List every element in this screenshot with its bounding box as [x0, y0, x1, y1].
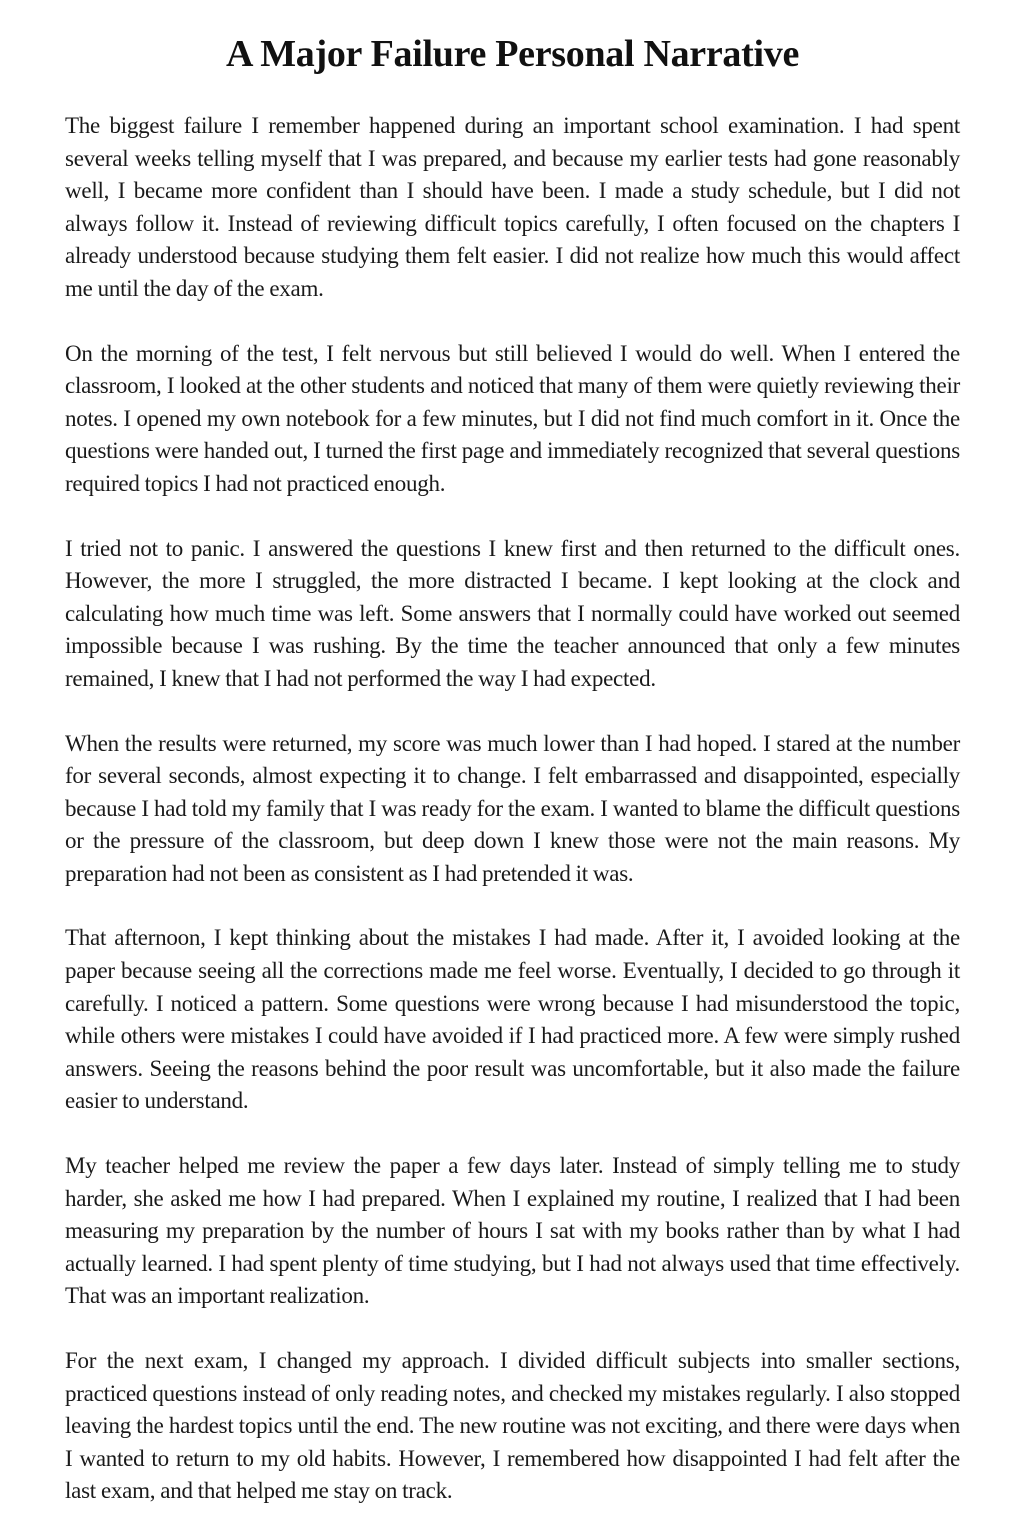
- paragraph-7: For the next exam, I changed my approach. I divided difficult subjects into smaller sections, practiced questions instead of only reading notes, and checked my mistakes regularly. I also stopped leaving the hardest topics until the end. The new routine was not exciting, and there were days when I wanted to return to my old habits. However, I remembered how disappointed I had felt after the last exam, and that helped me stay on track.: [65, 1348, 960, 1504]
- paragraph-5: That afternoon, I kept thinking about the mistakes I had made. After it, I avoided looking at the paper because seeing all the corrections made me feel worse. Eventually, I decided to go through it carefully. I noticed a pattern. Some questions were wrong because I had misunderstood the topic, while others were mistakes I could have avoided if I had practiced more. A few were simply rushed answers. Seeing the reasons behind the poor result was uncomfortable, but it also made the failure easier to understand.: [65, 925, 960, 1114]
- paragraph-2: On the morning of the test, I felt nervous but still believed I would do well. When I entered the classroom, I looked at the other students and noticed that many of them were quietly reviewing their notes. I opened my own notebook for a few minutes, but I did not find much comfort in it. Once the questions were handed out, I turned the first page and immediately recognized that several questions required topics I had not practiced enough.: [65, 340, 960, 496]
- document-title: A Major Failure Personal Narrative: [225, 33, 800, 75]
- paragraph-3: I tried not to panic. I answered the questions I knew first and then returned to the difficult ones. However, the more I struggled, the more distracted I became. I kept looking at the clock and calculating how much time was left. Some answers that I normally could have worked out seemed impossible because I was rushing. By the time the teacher announced that only a few minutes remained, I knew that I had not performed the way I had expected.: [65, 535, 960, 691]
- paragraph-1: The biggest failure I remember happened during an important school examination. I had spent several weeks telling myself that I was prepared, and because my earlier tests had gone reasonably well, I became more confident than I should have been. I made a study schedule, but I did not always follow it. Instead of reviewing difficult topics carefully, I often focused on the chapters I already understood because studying them felt easier. I did not realize how much this would affect me until the day of the exam.: [65, 113, 960, 301]
- document-body: [65, 110, 960, 1508]
- paragraph-6: My teacher helped me review the paper a few days later. Instead of simply telling me to study harder, she asked me how I had prepared. When I explained my routine, I realized that I had been measuring my preparation by the number of hours I sat with my books rather than by what I had actually learned. I had spent plenty of time studying, but I had not always used that time effectively. That was an important realization.: [65, 1153, 960, 1309]
- paragraph-4: When the results were returned, my score was much lower than I had hoped. I stared at the number for several seconds, almost expecting it to change. I felt embarrassed and disappointed, especially because I had told my family that I was ready for the exam. I wanted to blame the difficult questions or the pressure of the classroom, but deep down I knew those were not the main reasons. My preparation had not been as consistent as I had pretended it was.: [65, 730, 960, 886]
